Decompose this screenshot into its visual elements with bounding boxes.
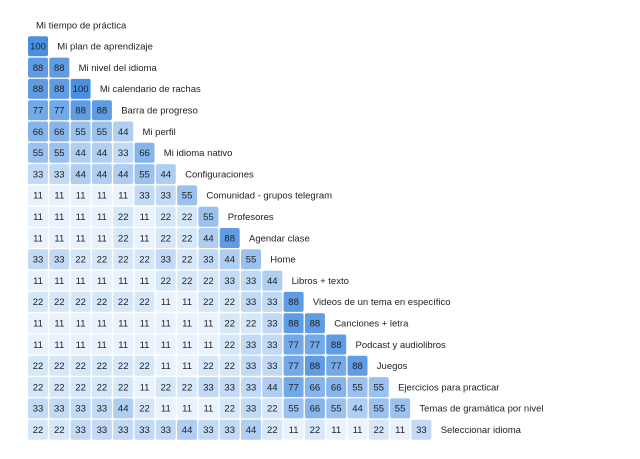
cell-value-label: 22 [96, 382, 108, 394]
cell-value-label: 33 [245, 339, 257, 351]
cell-value-label: 11 [96, 190, 107, 202]
cell-value-label: 22 [117, 361, 129, 373]
cell-value-label: 22 [96, 297, 108, 309]
cell-value-label: 22 [54, 361, 65, 373]
cell-value-label: 22 [54, 297, 65, 309]
cell-value-label: 55 [352, 382, 363, 394]
row-label: Mi calendario de rachas [99, 84, 201, 96]
cell-value-label: 11 [118, 275, 129, 287]
row-label: Mi idioma nativo [163, 148, 233, 160]
cell-value-label: 11 [33, 339, 43, 351]
cell-value-label: 11 [182, 361, 193, 373]
cell-value-label: 33 [32, 169, 44, 181]
row-label: Temas de gramática por nivel [419, 403, 544, 415]
cell-value-label: 11 [33, 190, 43, 202]
cell-value-label: 88 [75, 105, 86, 117]
row-label: Ejercicios para practicar [398, 382, 500, 394]
cell-value-label: 33 [245, 275, 257, 287]
row-label: Home [270, 254, 296, 266]
cell-value-label: 88 [54, 84, 65, 96]
cell-value-label: 33 [224, 382, 235, 394]
cell-value-label: 44 [224, 254, 235, 266]
cell-value-label: 77 [309, 339, 321, 351]
cell-value-label: 33 [160, 425, 172, 436]
cell-value-label: 44 [117, 126, 129, 138]
cell-value-label: 33 [117, 148, 129, 160]
cell-value-label: 33 [75, 403, 86, 415]
cell-value-label: 11 [288, 425, 299, 436]
cell-value-label: 11 [96, 233, 107, 245]
cell-value-label: 22 [267, 403, 278, 415]
cell-value-label: 33 [96, 425, 108, 436]
cell-value-label: 22 [309, 425, 321, 436]
cell-value-label: 22 [117, 297, 129, 309]
cell-value-label: 11 [75, 212, 86, 223]
cell-value-label: 22 [96, 361, 108, 373]
cell-value-label: 11 [139, 275, 150, 287]
cell-value-label: 22 [160, 275, 172, 287]
cell-value-label: 88 [32, 84, 44, 96]
cell-value-label: 11 [182, 297, 193, 309]
cell-value-label: 22 [181, 275, 193, 287]
cell-value-label: 22 [117, 254, 129, 266]
cell-value-label: 66 [309, 382, 321, 394]
cell-value-label: 11 [139, 212, 150, 223]
cell-value-label: 44 [117, 403, 129, 415]
row-label: Seleccionar idioma [440, 425, 521, 436]
cell-value-label: 33 [32, 403, 44, 415]
cell-value-label: 33 [139, 425, 150, 436]
cell-value-label: 11 [118, 339, 129, 351]
cell-value-label: 11 [54, 190, 65, 202]
cell-value-label: 66 [54, 126, 65, 138]
cell-value-label: 33 [203, 254, 214, 266]
cell-value-label: 88 [54, 62, 65, 74]
row-label: Comunidad - grupos telegram [206, 190, 333, 202]
cell-value-label: 33 [267, 297, 278, 309]
cell-value-label: 22 [139, 254, 150, 266]
cell-value-label: 11 [75, 318, 86, 330]
cell-value-label: 44 [181, 425, 193, 436]
cell-value-label: 33 [267, 361, 278, 373]
cell-value-label: 55 [203, 212, 214, 223]
cell-value-label: 22 [75, 254, 86, 266]
cell-value-label: 22 [139, 403, 150, 415]
cell-value-label: 33 [245, 297, 257, 309]
cell-value-label: 11 [75, 339, 86, 351]
cell-value-label: 44 [75, 169, 86, 181]
cell-value-label: 22 [267, 425, 278, 436]
cell-value-label: 22 [181, 212, 193, 223]
cell-value-label: 11 [54, 233, 65, 245]
row-label: Profesores [227, 212, 274, 223]
cell-value-label: 11 [160, 361, 171, 373]
cell-value-label: 11 [182, 403, 193, 415]
cell-value-label: 22 [117, 233, 129, 245]
cell-value-label: 11 [395, 425, 406, 436]
cell-value-label: 66 [309, 403, 321, 415]
cell-value-label: 22 [32, 297, 44, 309]
cell-value-label: 88 [32, 62, 44, 74]
cell-value-label: 44 [245, 425, 257, 436]
cell-value-label: 11 [33, 275, 43, 287]
cell-value-label: 33 [203, 425, 214, 436]
cell-value-label: 55 [139, 169, 150, 181]
cell-value-label: 22 [139, 297, 150, 309]
cell-value-label: 33 [96, 403, 108, 415]
cell-value-label: 55 [394, 403, 406, 415]
cell-value-label: 11 [118, 190, 129, 202]
cell-value-label: 11 [203, 339, 214, 351]
cell-value-label: 88 [309, 318, 321, 330]
cell-value-label: 11 [75, 275, 86, 287]
cell-value-label: 11 [54, 275, 65, 287]
row-label: Libros + texto [291, 275, 349, 287]
cell-value-label: 33 [54, 403, 65, 415]
cell-value-label: 66 [32, 126, 44, 138]
cell-value-label: 22 [181, 382, 193, 394]
cell-value-label: 66 [330, 382, 342, 394]
cell-value-label: 22 [139, 361, 150, 373]
cell-value-label: 33 [267, 318, 278, 330]
cell-value-label: 88 [96, 105, 108, 117]
cell-value-label: 44 [75, 148, 86, 160]
cell-value-label: 44 [96, 148, 108, 160]
cell-value-label: 11 [139, 382, 150, 394]
cell-value-label: 11 [96, 318, 107, 330]
cell-value-label: 33 [160, 254, 172, 266]
cell-value-label: 33 [139, 190, 150, 202]
cell-value-label: 11 [160, 318, 171, 330]
cell-value-label: 33 [224, 425, 235, 436]
cell-value-label: 88 [288, 318, 299, 330]
cell-value-label: 11 [331, 425, 342, 436]
cell-value-label: 22 [373, 425, 385, 436]
cell-value-label: 55 [245, 254, 257, 266]
row-label: Mi plan de aprendizaje [57, 41, 153, 53]
cell-value-label: 11 [96, 212, 107, 223]
cell-value-label: 11 [33, 212, 43, 223]
cell-value-label: 22 [32, 361, 44, 373]
cell-value-label: 33 [203, 382, 214, 394]
cell-value-label: 100 [72, 84, 89, 96]
cell-value-label: 11 [75, 233, 86, 245]
cell-value-label: 33 [54, 169, 65, 181]
cell-value-label: 33 [117, 425, 129, 436]
cell-value-label: 11 [33, 233, 43, 245]
cell-value-label: 22 [160, 233, 172, 245]
cell-value-label: 22 [245, 318, 257, 330]
cell-value-label: 22 [224, 361, 235, 373]
cell-value-label: 55 [373, 403, 385, 415]
cell-value-label: 55 [32, 148, 44, 160]
cell-value-label: 88 [224, 233, 235, 245]
row-label: Barra de progreso [121, 105, 198, 117]
cell-value-label: 44 [352, 403, 363, 415]
cell-value-label: 44 [203, 233, 214, 245]
cell-value-label: 22 [96, 254, 108, 266]
cell-value-label: 11 [139, 318, 150, 330]
cell-value-label: 22 [75, 361, 86, 373]
cell-value-label: 22 [181, 254, 193, 266]
cell-value-label: 22 [224, 297, 235, 309]
cell-value-label: 22 [54, 425, 65, 436]
row-label: Mi perfil [142, 126, 176, 138]
cell-value-label: 22 [224, 339, 235, 351]
cell-value-label: 77 [54, 105, 65, 117]
row-label: Podcast y audiolibros [355, 339, 446, 351]
cell-value-label: 11 [54, 212, 65, 223]
cell-value-label: 11 [182, 339, 193, 351]
cell-value-label: 77 [330, 361, 342, 373]
cell-value-label: 77 [288, 361, 299, 373]
cell-value-label: 22 [117, 212, 129, 223]
cell-value-label: 77 [288, 382, 299, 394]
cell-value-label: 33 [75, 425, 86, 436]
cell-value-label: 22 [181, 233, 193, 245]
cell-value-label: 11 [160, 339, 171, 351]
cell-value-label: 11 [182, 318, 193, 330]
cell-value-label: 22 [75, 382, 86, 394]
cell-value-label: 100 [30, 41, 46, 53]
cell-value-label: 77 [288, 339, 299, 351]
cell-value-label: 44 [267, 382, 278, 394]
cell-value-label: 55 [288, 403, 299, 415]
cell-value-label: 22 [203, 361, 214, 373]
cell-value-label: 22 [203, 297, 214, 309]
row-label: Configuraciones [185, 169, 254, 181]
cell-value-label: 88 [309, 361, 321, 373]
cell-value-label: 55 [54, 148, 65, 160]
cell-value-label: 11 [203, 318, 214, 330]
row-label: Mi tiempo de práctica [36, 20, 127, 32]
cell-value-label: 88 [330, 339, 342, 351]
cell-value-label: 11 [54, 339, 65, 351]
cell-value-label: 55 [75, 126, 86, 138]
cell-value-label: 11 [96, 339, 107, 351]
row-label: Mi nivel del idioma [78, 62, 157, 74]
cell-value-label: 11 [33, 318, 43, 330]
cell-value-label: 88 [288, 297, 299, 309]
cell-value-label: 22 [75, 297, 86, 309]
cell-value-label: 22 [32, 425, 44, 436]
row-label: Juegos [376, 361, 408, 373]
cell-value-label: 44 [117, 169, 129, 181]
cell-value-label: 33 [245, 382, 257, 394]
cell-value-label: 33 [245, 403, 257, 415]
cell-value-label: 11 [54, 318, 65, 330]
cell-value-label: 22 [203, 275, 214, 287]
cell-value-label: 11 [75, 190, 86, 202]
cell-value-label: 44 [160, 169, 172, 181]
cell-value-label: 11 [139, 339, 150, 351]
cell-value-label: 11 [118, 318, 129, 330]
cell-value-label: 22 [32, 382, 44, 394]
row-label: Canciones + letra [334, 318, 409, 330]
cell-value-label: 55 [373, 382, 385, 394]
cell-value-label: 55 [181, 190, 193, 202]
cell-value-label: 11 [139, 233, 150, 245]
cell-value-label: 22 [117, 382, 129, 394]
row-label: Videos de un tema en específico [312, 297, 451, 309]
cell-value-label: 66 [139, 148, 150, 160]
cell-value-label: 11 [160, 403, 171, 415]
cell-value-label: 33 [267, 339, 278, 351]
cell-value-label: 22 [160, 212, 172, 223]
cell-value-label: 77 [32, 105, 44, 117]
cell-value-label: 33 [224, 275, 235, 287]
cell-value-label: 11 [203, 403, 214, 415]
cell-value-label: 11 [352, 425, 363, 436]
cell-value-label: 44 [267, 275, 278, 287]
cell-value-label: 11 [96, 275, 107, 287]
cell-value-label: 11 [160, 297, 171, 309]
cell-value-label: 22 [54, 382, 65, 394]
row-label: Agendar clase [249, 233, 310, 245]
cell-value-label: 33 [160, 190, 172, 202]
cell-value-label: 33 [245, 361, 257, 373]
cell-value-label: 55 [330, 403, 342, 415]
cell-value-label: 55 [96, 126, 108, 138]
cell-value-label: 88 [352, 361, 363, 373]
cell-value-label: 33 [54, 254, 65, 266]
cell-value-label: 44 [96, 169, 108, 181]
cell-value-label: 33 [416, 425, 427, 436]
cell-value-label: 22 [224, 318, 235, 330]
cell-value-label: 22 [160, 382, 172, 394]
cell-value-label: 22 [224, 403, 235, 415]
cell-value-label: 33 [32, 254, 44, 266]
